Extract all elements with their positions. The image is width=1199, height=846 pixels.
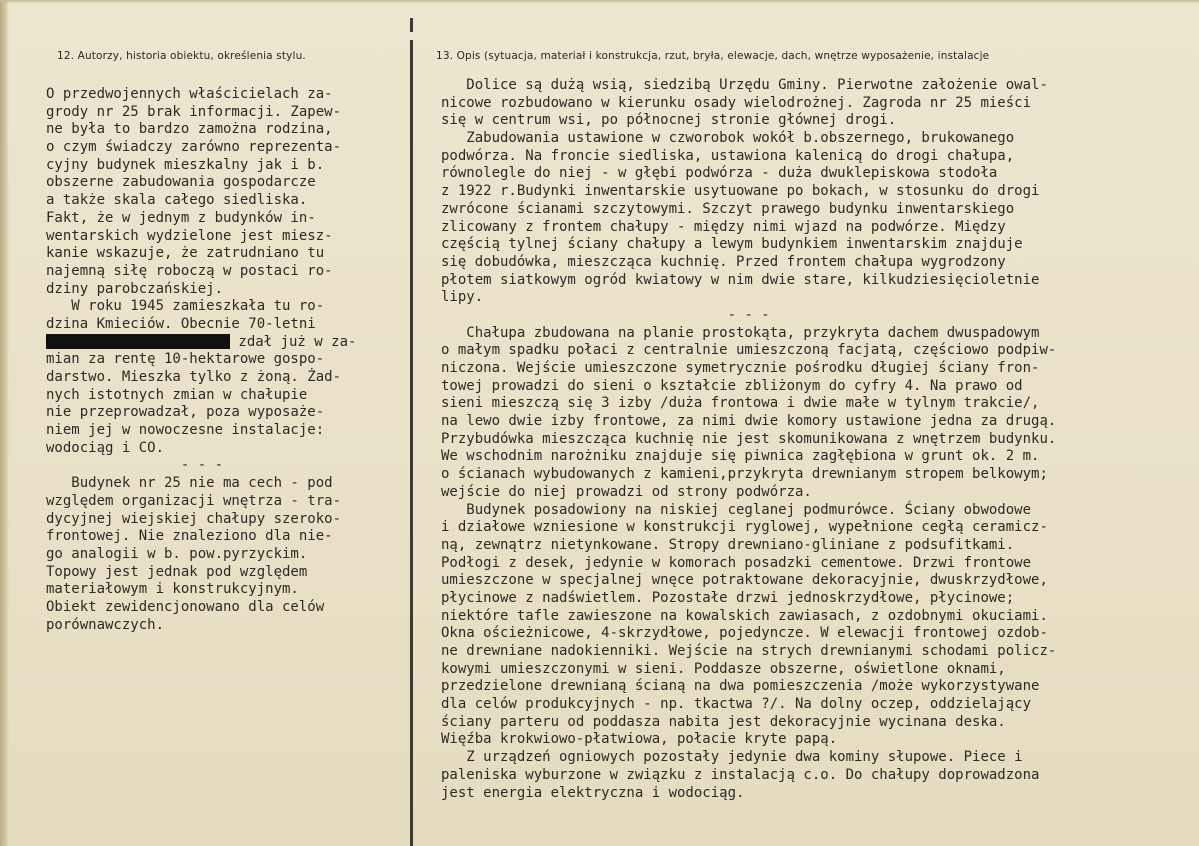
section-13-text: [441, 77, 1197, 802]
text-line: na lewo dwie izby frontowe, za nimi dwie komory ustawione jedna za drugą.: [441, 413, 1057, 430]
text-line: ne była to bardzo zamożna rodzina,: [46, 121, 333, 138]
text-line: porównawczych.: [46, 616, 165, 633]
text-line: nych istotnych zmian w chałupie: [46, 386, 308, 403]
text-line: Dolice są dużą wsią, siedzibą Urzędu Gminy. Pierwotne założenie owal-: [441, 77, 1048, 93]
text-line: i działowe wzniesione w konstrukcji ryglowej, wypełnione cegłą ceramicz-: [441, 519, 1048, 536]
text-line: przedzielone drewnianą ścianą na dwa pomieszczenia /może wykorzystywane: [441, 678, 1040, 695]
text-line: z 1922 r.Budynki inwentarskie usytuowane po bokach, w stosunku do drogi: [441, 183, 1040, 200]
section-12-heading: 12. Autorzy, historia obiektu, określenia stylu.: [57, 50, 306, 62]
text-line: ściany parteru od poddasza nabita jest dekoracyjnie wycinana deska.: [441, 713, 1006, 730]
text-line: wodociąg i CO.: [46, 439, 165, 456]
text-line: Przybudówka mieszcząca kuchnię nie jest skomunikowana z wnętrzem budynku.: [441, 430, 1057, 447]
text-line: zwrócone ścianami szczytowymi. Szczyt prawego budynku inwentarskiego: [441, 200, 1015, 217]
text-line: Podłogi z desek, jedynie w komorach posadzki cementowe. Drzwi frontowe: [441, 554, 1032, 571]
text-line: względem organizacji wnętrza - tra-: [46, 492, 342, 509]
text-line: kanie wskazuje, że zatrudniano tu: [46, 245, 325, 262]
text-line: [46, 334, 402, 352]
text-line: wejście do niej prowadzi od strony podwórza.: [441, 483, 812, 500]
text-line: nie przeprowadzał, poza wyposaże-: [46, 404, 325, 421]
text-line: ną, zewnątrz nietynkowane. Stropy drewniano-gliniane z podsufitkami.: [441, 536, 1015, 553]
text-line: dycyjnej wiejskiej chałupy szeroko-: [46, 510, 342, 527]
text-line: W roku 1945 zamieszkała tu ro-: [46, 298, 325, 315]
text-line: niem jej w nowoczesne instalacje:: [46, 422, 325, 439]
text-line: dla celów produkcyjnych - np. tkactwa ?/. Na dolny oczep, oddzielający: [441, 696, 1032, 713]
text-line: niektóre tafle zawieszone na kowalskich zawiasach, z ozdobnymi okuciami.: [441, 607, 1048, 624]
text-line: częścią tylnej ściany chałupy a lewym budynkiem inwentarskim znajduje: [441, 236, 1023, 253]
text-line: kowymi umieszczonymi w sieni. Poddasze obszerne, oświetlone oknami,: [441, 660, 1006, 677]
text-line: grody nr 25 brak informacji. Zapew-: [46, 103, 342, 120]
text-line: go analogii w b. pow.pyrzyckim.: [46, 545, 308, 562]
text-line: umieszczone w specjalnej wnęce potraktowane dekoracyjnie, dwuskrzydłowe,: [441, 572, 1048, 589]
text-line: niczona. Wejście umieszczone symetrycznie pośrodku długiej ściany fron-: [441, 360, 1040, 376]
text-line: podwórza. Na froncie siedliska, ustawiona kalenicą do drogi chałupa,: [441, 147, 1015, 164]
text-line: o małym spadku połaci z centralnie umieszczoną facjatą, częściowo podpiw-: [441, 342, 1057, 359]
text-line: Z urządzeń ogniowych pozostały jedynie dwa kominy słupowe. Piece i: [441, 749, 1023, 766]
text-line: o ścianach wybudowanych z kamieni,przykryta drewnianym stropem belkowym;: [441, 466, 1048, 483]
text-line: nicowe rozbudowano w kierunku osady wielodrożnej. Zagroda nr 25 mieści: [441, 94, 1032, 111]
column-divider: [410, 40, 413, 846]
text-line: Więźba krokwiowo-płatwiowa, połacie kryte papą.: [441, 731, 838, 748]
text-line: paleniska wyburzone w związku z instalacją c.o. Do chałupy doprowadzona: [441, 766, 1040, 783]
text-line: O przedwojennych właścicielach za-: [46, 86, 333, 102]
section-13-heading: 13. Opis (sytuacja, materiał i konstrukcja, rzut, bryła, elewacje, dach, wnętrze wyposażenie, instalacje: [436, 50, 990, 62]
text-line: najemną siłę roboczą w postaci ro-: [46, 262, 333, 279]
text-line: o czym świadczy zarówno reprezenta-: [46, 139, 342, 156]
section-12-text: [46, 86, 402, 634]
redaction-bar: [46, 334, 230, 349]
text-line: Topowy jest jednak pod względem: [46, 563, 308, 580]
text-line: ne drewniane nadokienniki. Wejście na strych drewnianymi schodami policz-: [441, 643, 1057, 659]
text-line: sieni mieszczą się 3 izby /duża frontowa i dwie małe w tylnym trakcie/,: [441, 395, 1040, 412]
text-line: Chałupa zbudowana na planie prostokąta, przykryta dachem dwuspadowym: [441, 324, 1040, 341]
column-divider-top: [410, 18, 413, 32]
page-edge-left: [0, 0, 9, 846]
text-line-content: zdał już w za-: [230, 333, 357, 350]
text-line: a także skala całego siedliska.: [46, 192, 308, 209]
text-line: cyjny budynek mieszkalny jak i b.: [46, 156, 325, 173]
text-line: Okna ościeżnicowe, 4-skrzydłowe, pojedyncze. W elewacji frontowej ozdob-: [441, 625, 1048, 642]
text-line: We wschodnim narożniku znajduje się piwnica zagłębiona w grunt ok. 2 m.: [441, 448, 1040, 465]
text-line: się dobudówka, mieszcząca kuchnię. Przed frontem chałupa wygrodzony: [441, 253, 1006, 270]
text-line: Budynek nr 25 nie ma cech - pod: [46, 475, 333, 492]
text-line: frontowej. Nie znaleziono dla nie-: [46, 528, 333, 545]
text-line: jest energia elektryczna i wodociąg.: [441, 784, 745, 801]
text-line: się w centrum wsi, po północnej stronie głównej drogi.: [441, 112, 897, 129]
text-line: materiałowym i konstrukcyjnym.: [46, 581, 299, 598]
text-line: Zabudowania ustawione w czworobok wokół b.obszernego, brukowanego: [441, 130, 1015, 147]
text-line: płotem siatkowym ogród kwiatowy w nim dwie stare, kilkudziesięcioletnie: [441, 271, 1040, 288]
text-line: dziny parobczańskiej.: [46, 280, 224, 297]
text-line: dzina Kmieciów. Obecnie 70-letni: [46, 315, 316, 332]
text-line: płycinowe z nadświetlem. Pozostałe drzwi jednoskrzydłowe, płycinowe;: [441, 589, 1015, 606]
text-line: Obiekt zewidencjonowano dla celów: [46, 598, 325, 615]
text-line: zlicowany z frontem chałupy - między nimi wjazd na podwórze. Między: [441, 218, 1006, 235]
text-line: mian za rentę 10-hektarowe gospo-: [46, 351, 325, 368]
page-edge-top: [0, 0, 1199, 4]
text-line: wentarskich wydzielone jest miesz-: [46, 227, 333, 244]
text-line: Budynek posadowiony na niskiej ceglanej podmurówce. Ściany obwodowe: [441, 501, 1032, 518]
text-line: - - -: [46, 457, 224, 474]
text-line: Fakt, że w jednym z budynków in-: [46, 209, 316, 226]
text-line: obszerne zabudowania gospodarcze: [46, 174, 316, 191]
text-line: darstwo. Mieszka tylko z żoną. Żad-: [46, 369, 342, 385]
text-line: lipy.: [441, 289, 484, 306]
text-line: towej prowadzi do sieni o kształcie zbliżonym do cyfry 4. Na prawo od: [441, 377, 1023, 394]
text-line: równolegle do niej - w głębi podwórza - duża dwuklepiskowa stodoła: [441, 165, 998, 182]
text-line: - - -: [441, 306, 770, 323]
